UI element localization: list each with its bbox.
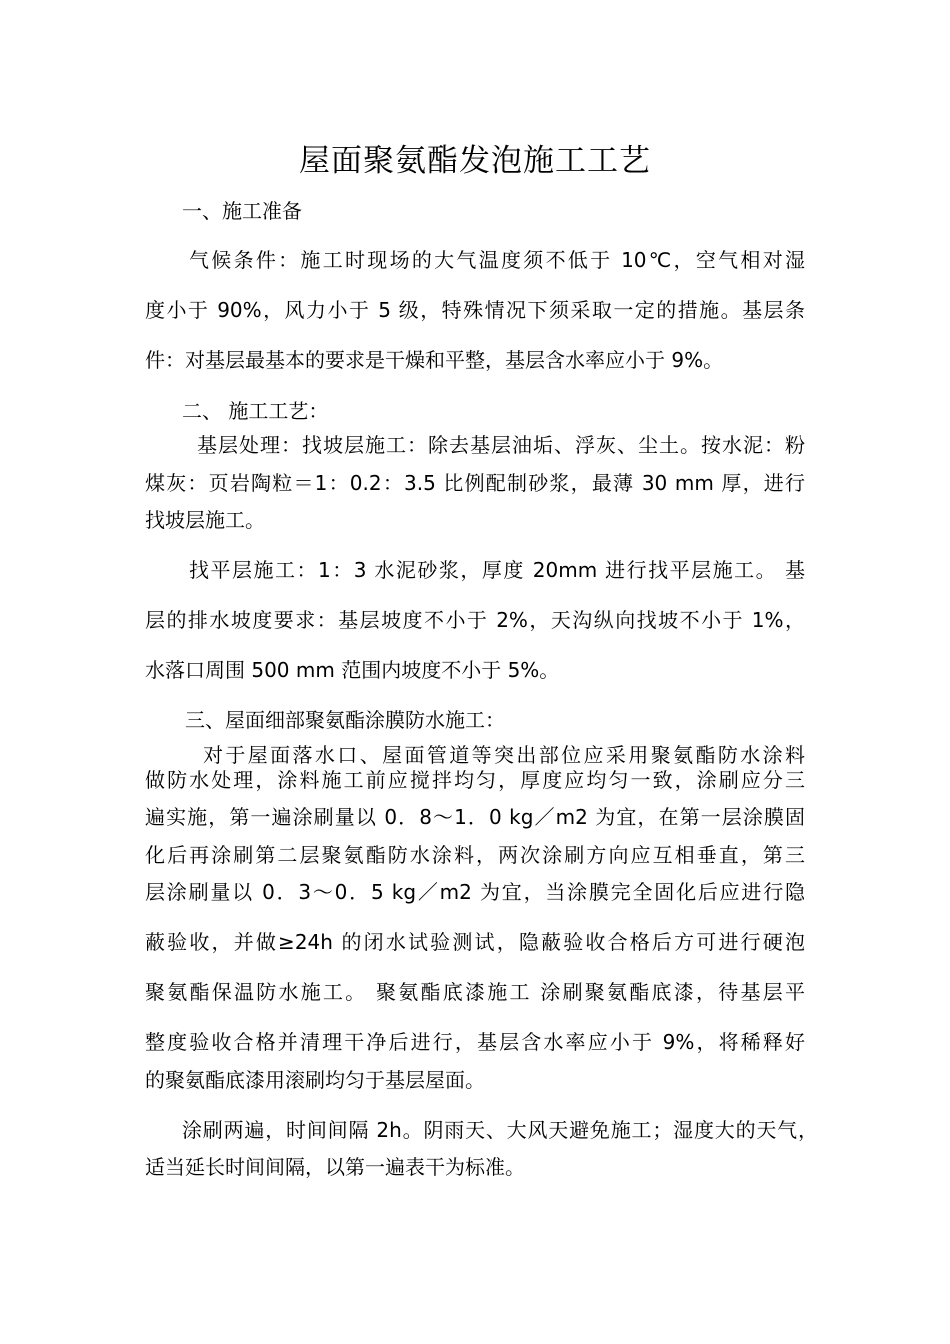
text-line: 遍实施，第一遍涂刷量以 0．8～1．0 kg／m2 为宜，在第一层涂膜固	[145, 805, 805, 829]
text-line: 煤灰：页岩陶粒＝1：0.2：3.5 比例配制砂浆，最薄 30 mm 厚，进行	[145, 471, 805, 495]
text-line: 蔽验收，并做≥24h 的闭水试验测试，隐蔽验收合格后方可进行硬泡	[145, 930, 805, 954]
text-line: 件：对基层最基本的要求是干燥和平整，基层含水率应小于 9%。	[145, 348, 724, 372]
text-line: 层涂刷量以 0．3～0．5 kg／m2 为宜，当涂膜完全固化后应进行隐	[145, 880, 805, 904]
text-line: 水落口周围 500 mm 范围内坡度不小于 5%。	[145, 658, 560, 682]
text-line: 层的排水坡度要求：基层坡度不小于 2%，天沟纵向找坡不小于 1%，	[145, 608, 805, 632]
text-line: 做防水处理，涂料施工前应搅拌均匀，厚度应均匀一致，涂刷应分三	[145, 768, 805, 792]
text-line: 整度验收合格并清理干净后进行，基层含水率应小于 9%，将稀释好	[145, 1030, 805, 1054]
text-line: 化后再涂刷第二层聚氨酯防水涂料，两次涂刷方向应互相垂直，第三	[145, 843, 805, 867]
text-line: 涂刷两遍，时间间隔 2h。阴雨天、大风天避免施工；湿度大的天气，	[182, 1118, 818, 1142]
text-line: 气候条件：施工时现场的大气温度须不低于 10℃，空气相对湿	[189, 248, 805, 272]
section-heading-process: 二、 施工工艺：	[182, 399, 329, 423]
text-line: 找平层施工：1：3 水泥砂浆，厚度 20mm 进行找平层施工。 基	[189, 558, 805, 582]
text-line: 的聚氨酯底漆用滚刷均匀于基层屋面。	[145, 1068, 485, 1092]
text-line: 度小于 90%，风力小于 5 级，特殊情况下须采取一定的措施。基层条	[145, 298, 805, 322]
section-heading-preparation: 一、施工准备	[182, 199, 302, 223]
text-line: 基层处理：找坡层施工：除去基层油垢、浮灰、尘土。按水泥：粉	[197, 433, 805, 457]
text-line: 对于屋面落水口、屋面管道等突出部位应采用聚氨酯防水涂料	[203, 743, 805, 767]
text-line: 找坡层施工。	[145, 508, 265, 532]
document-title: 屋面聚氨酯发泡施工工艺	[299, 143, 651, 179]
text-line: 适当延长时间间隔，以第一遍表干为标准。	[145, 1155, 525, 1179]
text-line: 聚氨酯保温防水施工。 聚氨酯底漆施工 涂刷聚氨酯底漆，待基层平	[145, 980, 805, 1004]
section-heading-detail-waterproofing: 三、屋面细部聚氨酯涂膜防水施工：	[185, 708, 505, 732]
